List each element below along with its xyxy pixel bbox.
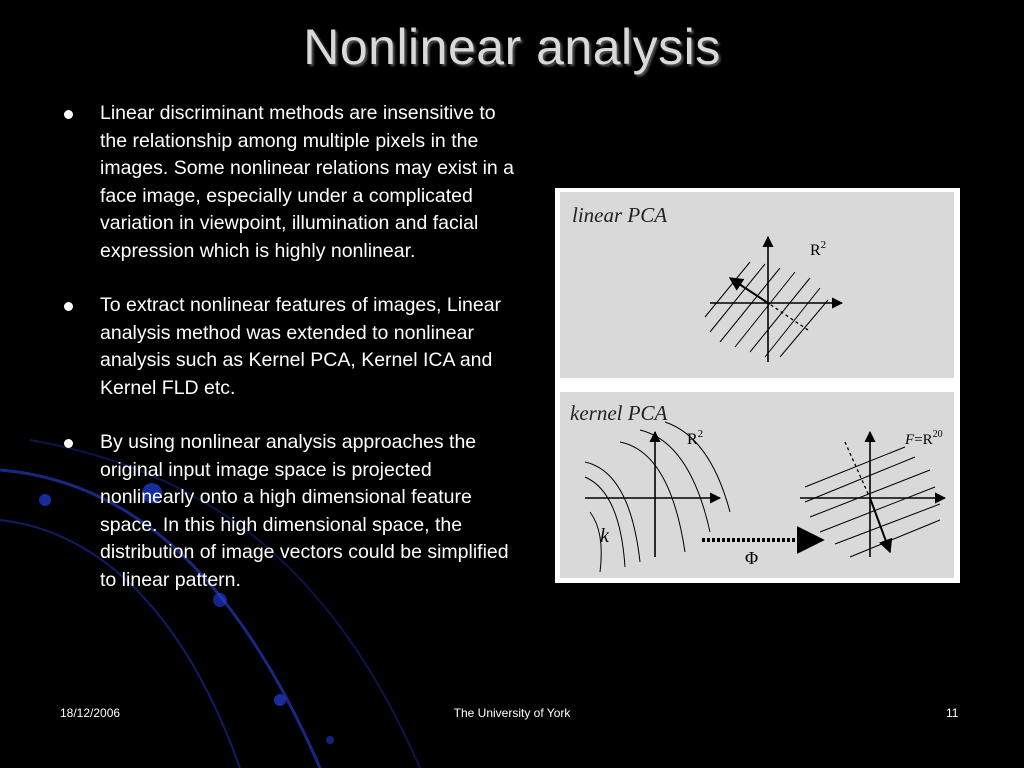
bullet-item — [60, 292, 520, 402]
bullet-list — [60, 100, 520, 621]
kernel-pca-label: kernel PCA — [570, 401, 668, 425]
feature-space-prefix: F — [905, 432, 915, 448]
bullet-text: To extract nonlinear features of images, Linear analysis method was extended to nonlinear analysis such as Kernel PCA, Kernel ICA and Kernel FLD etc. — [100, 294, 502, 399]
input-space-exponent: 2 — [697, 428, 704, 440]
map-symbol: Φ — [745, 548, 759, 568]
bullet-text: By using nonlinear analysis approaches the original input image space is projected nonlinearly onto a high dimensional feature space. In this high dimensional space, the distribution of image vectors could be simplified to linear pattern. — [100, 431, 509, 591]
footer-date: 18/12/2006 — [60, 706, 121, 720]
feature-space-exponent: 20 — [932, 429, 943, 440]
linear-pca-diagram — [560, 192, 954, 378]
bullet-dot-icon — [64, 110, 73, 119]
svg-text:R2 — [687, 428, 703, 448]
bullet-item — [60, 100, 520, 265]
space-exponent: 2 — [820, 239, 827, 251]
svg-text:F=R20 — [904, 429, 943, 448]
kernel-symbol: k — [600, 525, 609, 547]
feature-space-label: =R — [914, 432, 933, 448]
svg-text:R2 — [810, 239, 826, 259]
curved-data-lines — [585, 422, 730, 572]
input-space-label: R — [687, 431, 698, 448]
linear-pca-panel — [560, 192, 954, 378]
slide-title: Nonlinear analysis — [303, 19, 721, 75]
linear-pca-label: linear PCA — [572, 203, 668, 227]
bullet-dot-icon — [64, 302, 73, 311]
kernel-pca-panel — [560, 392, 954, 578]
bullet-item — [60, 429, 520, 594]
data-lines — [705, 262, 828, 357]
footer-organization: The University of York — [453, 706, 571, 720]
bullet-text: Linear discriminant methods are insensitive to the relationship among multiple pixels in the images. Some nonlinear relations may exist in a face image, especially under a complicated variation in viewpoint, illumination and facial expression which is highly nonlinear. — [100, 102, 515, 262]
space-label: R — [810, 242, 821, 259]
pca-figure — [555, 188, 960, 583]
bullet-dot-icon — [64, 439, 73, 448]
footer-page-number: 11 — [946, 706, 959, 720]
kernel-pca-diagram — [560, 392, 954, 578]
